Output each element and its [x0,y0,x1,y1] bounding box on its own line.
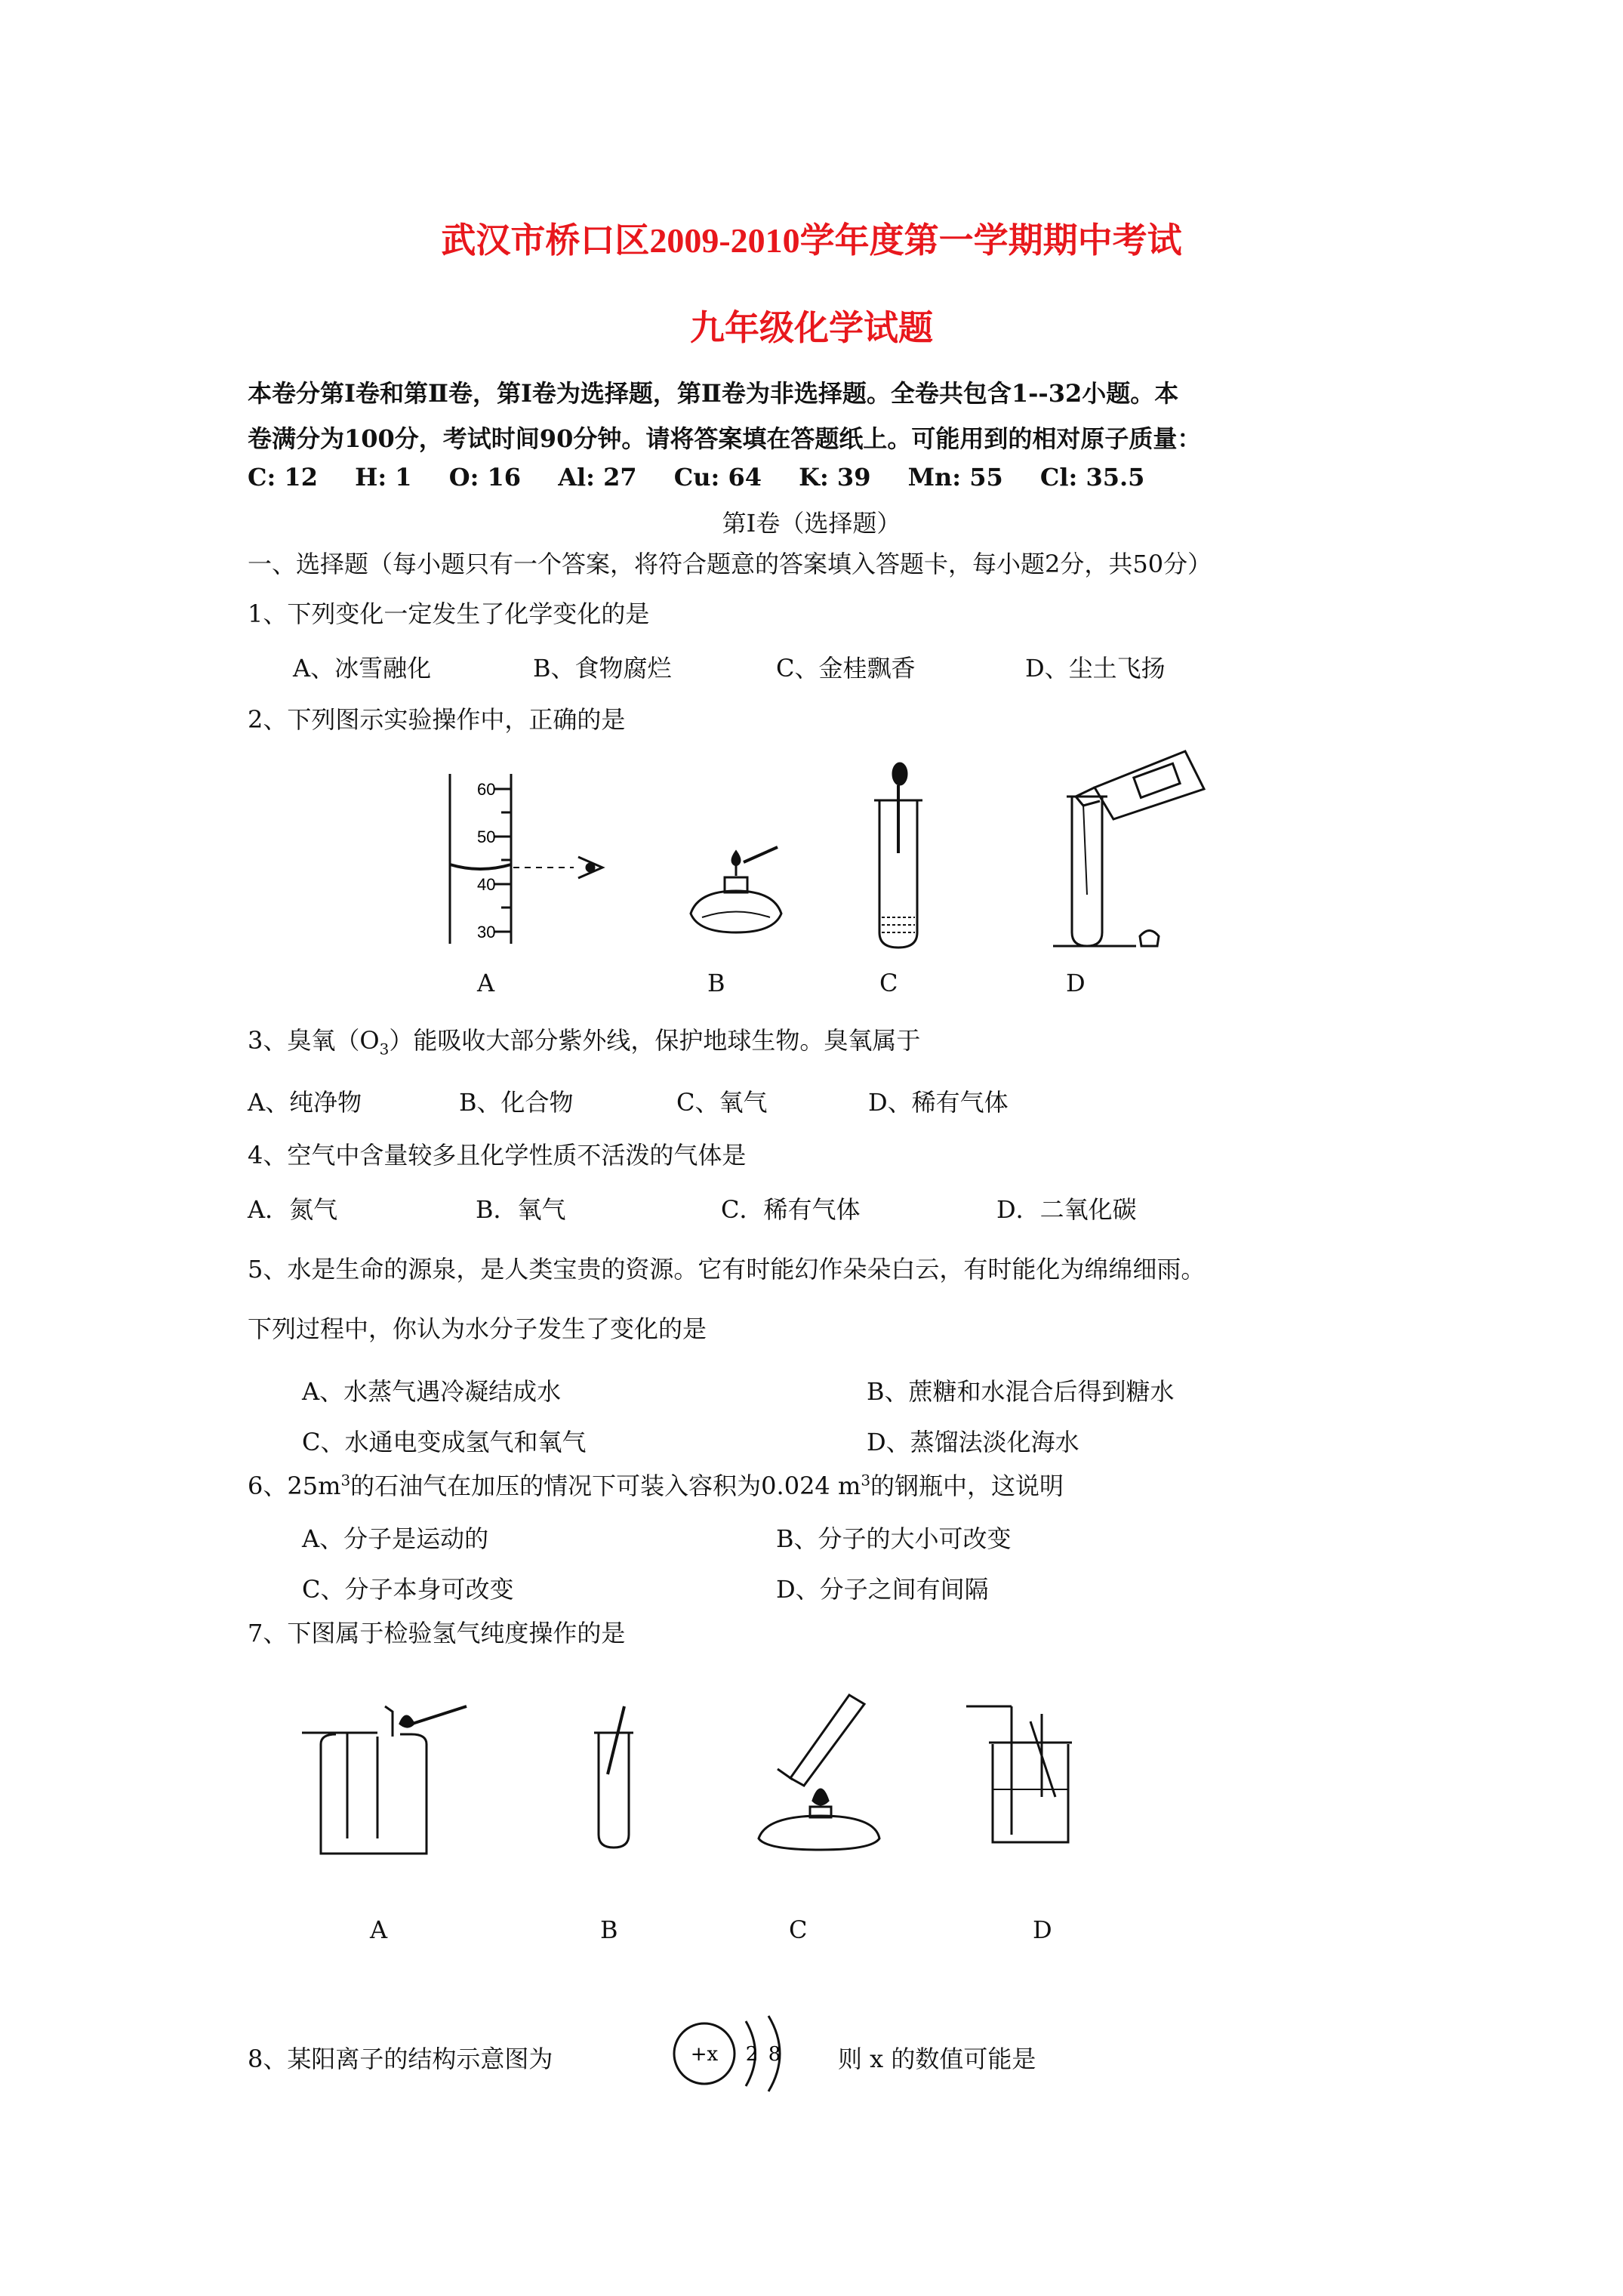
mass-o: O: 16 [448,463,522,492]
q2-figure-b-alcohol-lamp [683,846,789,944]
q7-figure-c-heating-tube [751,1695,879,1854]
q5-option-a: A、水蒸气遇冷凝结成水 [302,1377,562,1406]
q7-stem: 7、下图属于检验氢气纯度操作的是 [248,1619,626,1647]
q5-stem-line-1: 5、水是生命的源泉，是人类宝贵的资源。它有时能幻作朵朵白云，有时能化为绵绵细雨。 [248,1255,1206,1284]
exam-subtitle: 九年级化学试题 [690,309,933,347]
q8-ion-structure-diagram [670,2012,791,2095]
atomic-masses [248,463,1144,492]
q7-figure-d-bottle-two-tubes [966,1699,1079,1850]
exam-title: 武汉市桥口区2009-2010学年度第一学期期中考试 [441,221,1182,260]
mass-h: H: 1 [355,463,412,492]
scale-tick-60: 60 [477,780,496,799]
q2-label-d: D [1066,969,1086,997]
mass-cu: Cu: 64 [673,463,762,492]
q6-option-b: B、分子的大小可改变 [776,1524,1012,1553]
q7-figure-b-test-tube [585,1703,645,1854]
scale-tick-30: 30 [477,923,496,942]
q4-stem: 4、空气中含量较多且化学性质不活泼的气体是 [248,1141,747,1170]
intro-line-1: 本卷分第Ⅰ卷和第Ⅱ卷，第Ⅰ卷为选择题，第Ⅱ卷为非选择题。全卷共包含1--32小题。本 [248,379,1179,408]
mass-al: Al: 27 [558,463,637,492]
q4-option-d: D．二氧化碳 [996,1195,1137,1224]
q1-option-c: C、金桂飘香 [776,654,916,683]
q2-figure-d-pouring-liquid [1053,744,1219,955]
q7-label-c: C [789,1915,808,1944]
q3-option-a: A、纯净物 [248,1088,362,1117]
mass-k: K: 39 [799,463,871,492]
q4-option-a: A．氮气 [248,1195,338,1224]
part1-heading: 第Ⅰ卷（选择题） [722,509,901,538]
q1-option-d: D、尘土飞扬 [1025,654,1166,683]
q6-option-d: D、分子之间有间隔 [776,1575,989,1604]
shell-2-electrons: 8 [768,2043,781,2066]
q7-label-d: D [1033,1915,1052,1944]
q2-label-c: C [879,969,898,997]
q8-stem-part-1: 8、某阳离子的结构示意图为 [248,2045,553,2073]
q3-stem: 3、臭氧$(O_3)$能吸收大部分紫外线，保护地球生物。臭氧属于 [248,1026,921,1059]
nucleus-charge: +x [690,2043,719,2066]
q4-option-b: B．氧气 [476,1195,566,1224]
q6-option-c: C、分子本身可改变 [302,1575,514,1604]
q5-option-d: D、蒸馏法淡化海水 [867,1428,1079,1456]
q1-stem: 1、下列变化一定发生了化学变化的是 [248,599,650,628]
q7-label-a: A [370,1915,388,1944]
q2-label-b: B [707,969,725,997]
mass-mn: Mn: 55 [907,463,1003,492]
scale-tick-50: 50 [477,827,496,846]
intro-line-2: 卷满分为100分，考试时间90分钟。请将答案填在答题纸上。可能用到的相对原子质量： [248,424,1202,453]
q7-figure-a-gas-bottle [302,1703,476,1861]
mass-c: C: 12 [248,463,318,492]
q6-option-a: A、分子是运动的 [302,1524,489,1553]
q4-option-c: C．稀有气体 [721,1195,861,1224]
q5-stem-line-2: 下列过程中，你认为水分子发生了变化的是 [248,1314,707,1343]
q3-option-c: C、氧气 [676,1088,768,1117]
q3-option-b: B、化合物 [459,1088,574,1117]
q3-option-d: D、稀有气体 [868,1088,1009,1117]
q2-figure-a-cylinder-reading [438,774,619,948]
q5-option-c: C、水通电变成氢气和氧气 [302,1428,587,1456]
q7-label-b: B [600,1915,618,1944]
q2-figure-c-dropper-test-tube [868,763,936,951]
q2-stem: 2、下列图示实验操作中，正确的是 [248,705,626,734]
q5-option-b: B、蔗糖和水混合后得到糖水 [867,1377,1175,1406]
q2-label-a: A [477,969,495,997]
q1-option-a: A、冰雪融化 [293,654,432,683]
shell-1-electrons: 2 [745,2043,759,2066]
scale-tick-40: 40 [477,875,496,894]
q8-stem-part-2: 则 x 的数值可能是 [838,2045,1036,2073]
q6-stem: 6、$25m^3$的石油气在加压的情况下可装入容积为0.024 $m^3$的钢瓶中，这说明 [248,1471,1064,1500]
section1-heading: 一、选择题（每小题只有一个答案，将符合题意的答案填入答题卡，每小题2分，共50分） [248,550,1212,578]
q1-option-b: B、食物腐烂 [533,654,672,683]
mass-cl: Cl: 35.5 [1039,463,1145,492]
